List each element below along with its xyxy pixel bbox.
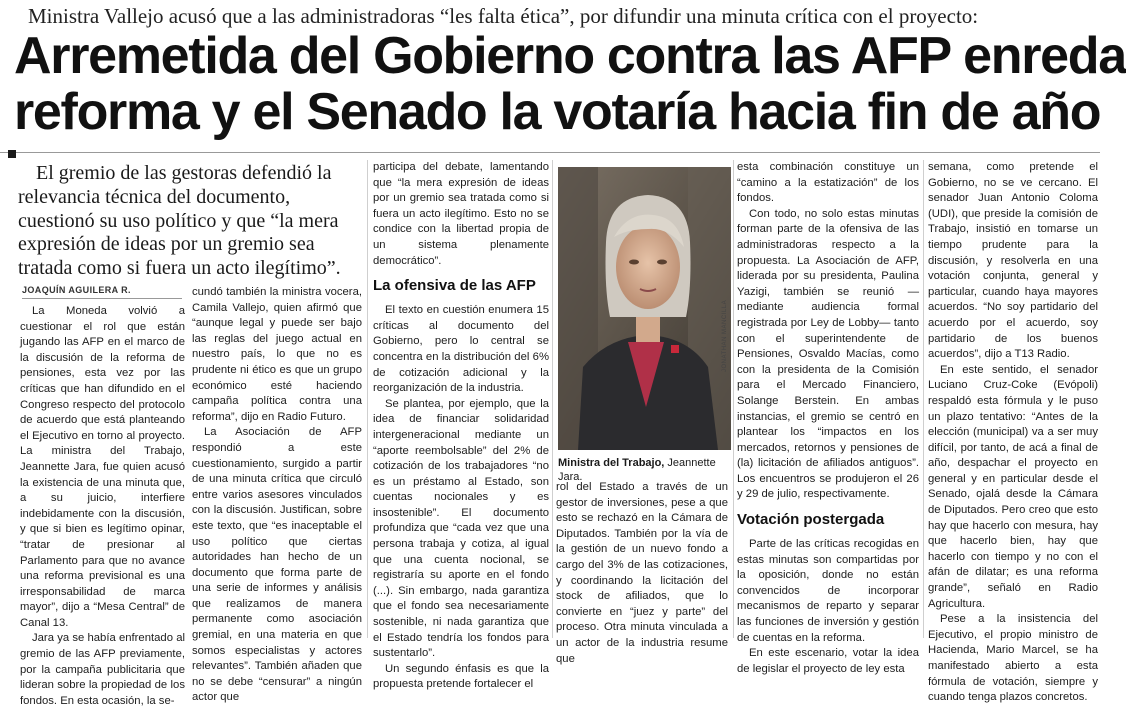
body-paragraph: En este sentido, el senador Luciano Cruz-Coke (Evópoli) respaldó esta fórmula y le puso un plazo tentativo: “Antes de la elección (municipal) va a ser muy difícil, por tanto, de acá a final de año, despachar el proyecto en general y en particular desde el Senado, ojalá desde la Cámara de Diputados. Pero creo que esto hay que hacerlo con mesura, hay que hacerlo bien, hay que hacerlo con tiempo y no con el afán de dilatar; es una reforma grande”, señaló en Radio Agricultura.	[928, 363, 1098, 610]
body-paragraph: rol del Estado a través de un gestor de inversiones, pese a que esto se rechazó en la Cámara de Diputados. También por la vía de la gestión de un nuevo fondo a cargo del 3% de las cotizaciones, y coordinando la licitación del stock de afiliados, que lo convierte en “juez y parte” del proceso. Otra minuta vinculada a un actor de la industria resume que	[556, 481, 728, 665]
body-paragraph: Parte de las críticas recogidas en estas minutas son compartidas por la oposición, donde no están convencidos de incorporar mecanismos de reparto y separar las funciones de inversión y gestión de cuentas en la reforma.	[737, 538, 919, 644]
body-paragraph: Pese a la insistencia del Ejecutivo, el propio ministro de Hacienda, Mario Marcel, se ha manifestado abierto a esta fórmula de votación, siempre y cuando tenga plazos concretos.	[928, 613, 1098, 704]
column-divider	[552, 160, 553, 638]
photo-credit: JONATHAN MANCILLA	[722, 299, 728, 372]
body-column-2	[192, 285, 362, 704]
body-paragraph: Con todo, no solo estas minutas forman parte de la ofensiva de las administradoras respecto a la propuesta. La Asociación de AFP, liderada por su presidenta, Paulina Yazigi, también se reunió —mediante audiencia formal registrada por Ley de Lobby— tanto con el superintendente de Pensiones, Osvaldo Macías, como con la presidenta de la Comisión para el Mercado Financiero, Solange Berstein. En ambas instancias, el gremio se centró en plantear los “impactos en los mercados, retornos y pensiones de (la) licitación de afiliados antiguos”. Los encuentros se produjeron el 26 y 29 de julio, respectivamente.	[737, 207, 919, 501]
body-paragraph: El texto en cuestión enumera 15 críticas al documento del Gobierno, pero lo central se concentra en la distribución del 6% de cotización adicional y la reorganización de la industria.	[373, 304, 549, 395]
subheading-votacion: Votación postergada	[737, 511, 885, 529]
portrait-image	[558, 167, 731, 450]
minister-photo	[558, 167, 731, 450]
caption-name: Jeannette Jara.	[558, 457, 716, 483]
bajada-summary: El gremio de las gestoras defendió la relevancia técnica del documento, cuestionó su uso político y que “la mera expresión de ideas por un gremio sea tratada como si fuera un acto ilegítimo”.	[18, 162, 341, 280]
column-divider	[733, 160, 734, 638]
body-paragraph: cundó también la ministra vocera, Camila Vallejo, quien afirmó que “aunque legal y puede ser bajo las reglas del juego actual en nuestro país, lo que no es prudente ni ético es que un grupo económico esté haciendo campaña política contra una reforma”, dijo en Radio Futuro.	[192, 286, 362, 423]
bullet-mark	[8, 150, 16, 158]
body-column-5	[737, 160, 919, 675]
body-paragraph: Jara ya se había enfrentado al gremio de las AFP previamente, por la campaña publicitaria que lideran sobre la propiedad de los fondos. En esta ocasión, la se-	[20, 632, 185, 707]
column-divider	[923, 160, 924, 638]
headline-line-1: Arremetida del Gobierno contra las AFP enreda	[14, 27, 1126, 85]
body-column-6	[928, 160, 1098, 704]
body-paragraph: Se plantea, por ejemplo, que la idea de financiar solidaridad intergeneracional mediante un “aporte reembolsable” del 2% de cotización de los trabajadores “no es un préstamo al Estado, son cuentas nocionales y es insostenible”. El documento profundiza que “cada vez que una persona trabaja y cotiza, al igual que una cuenta nocional, se registraría su aporte en el fondo (...). Sin embargo, nada garantiza que el fondo sea necesariamente sostenible, ni nada garantiza que el Estado tendría los fondos para sustentarlo”.	[373, 397, 549, 660]
body-paragraph: La Asociación de AFP respondió a este cuestionamiento, surgido a partir de una minuta crítica que circuló entre varios asesores vinculados con la discusión. Justifican, sobre este texto, que “es inaceptable el uso político que ciertas autoridades han hecho de un documento que forma parte de una serie de informes y análisis que realizamos de manera permanente como asociación gremial, en una materia en que somos especialistas y actores relevantes”. También añaden que no se debe “censurar” a ningún actor que	[192, 426, 362, 704]
body-column-3	[373, 160, 549, 691]
body-paragraph: La Moneda volvió a cuestionar el rol que están jugando las AFP en el marco de la discusión de la reforma de pensiones, esta vez por las críticas que han difundido en el Congreso respecto del protocolo de acuerdo que está planteando el Ejecutivo en torno al proyecto. La ministra del Trabajo, Jeannette Jara, fue quien acusó la existencia de una minuta que, a su juicio, interfiere indebidamente con la discusión, y que si bien es legítimo opinar, “tratar de presionar al Parlamento para que no avance una reforma previsional es una irresponsabilidad de marca mayor”, dijo a “Mesa Central” de Canal 13.	[20, 305, 185, 629]
top-divider	[0, 152, 1100, 153]
headline	[14, 27, 1126, 141]
headline-line-2: reforma y el Senado la votaría hacia fin de año	[14, 83, 1101, 141]
byline: JOAQUÍN AGUILERA R.	[22, 285, 131, 295]
kicker: Ministra Vallejo acusó que a las administradoras “les falta ética”, por difundir una minuta crítica con el proyecto:	[28, 4, 979, 28]
body-paragraph: Un segundo énfasis es que la propuesta pretende fortalecer el	[373, 662, 549, 691]
body-column-1	[20, 304, 185, 707]
body-paragraph: semana, como pretende el Gobierno, no se ve cercano. El senador Juan Antonio Coloma (UDI), que preside la comisión de Trabajo, insistió en tomarse un tiempo prudente para la discusión, y resolverla en una votación conjunta, general y particular, cuando haya mayores acuerdos. “No soy partidario del acuerdo por el acuerdo, soy partidario de los buenos acuerdos”, dijo a T13 Radio.	[928, 161, 1098, 361]
byline-divider	[22, 298, 182, 299]
body-column-4-lower	[556, 480, 728, 665]
body-paragraph: esta combinación constituye un “camino a la estatización” de los fondos.	[737, 161, 919, 205]
body-paragraph: participa del debate, lamentando que “la mera expresión de ideas por un gremio sea tratada como si fuera un acto ilegítimo. Esto no se condice con la libertad propia de un sistema plenamente democrático”.	[373, 161, 549, 267]
column-divider	[367, 160, 368, 638]
subheading-ofensiva: La ofensiva de las AFP	[373, 277, 536, 295]
body-paragraph: En este escenario, votar la idea de legislar el proyecto de ley esta	[737, 647, 919, 675]
caption-title: Ministra del Trabajo,	[558, 457, 665, 469]
